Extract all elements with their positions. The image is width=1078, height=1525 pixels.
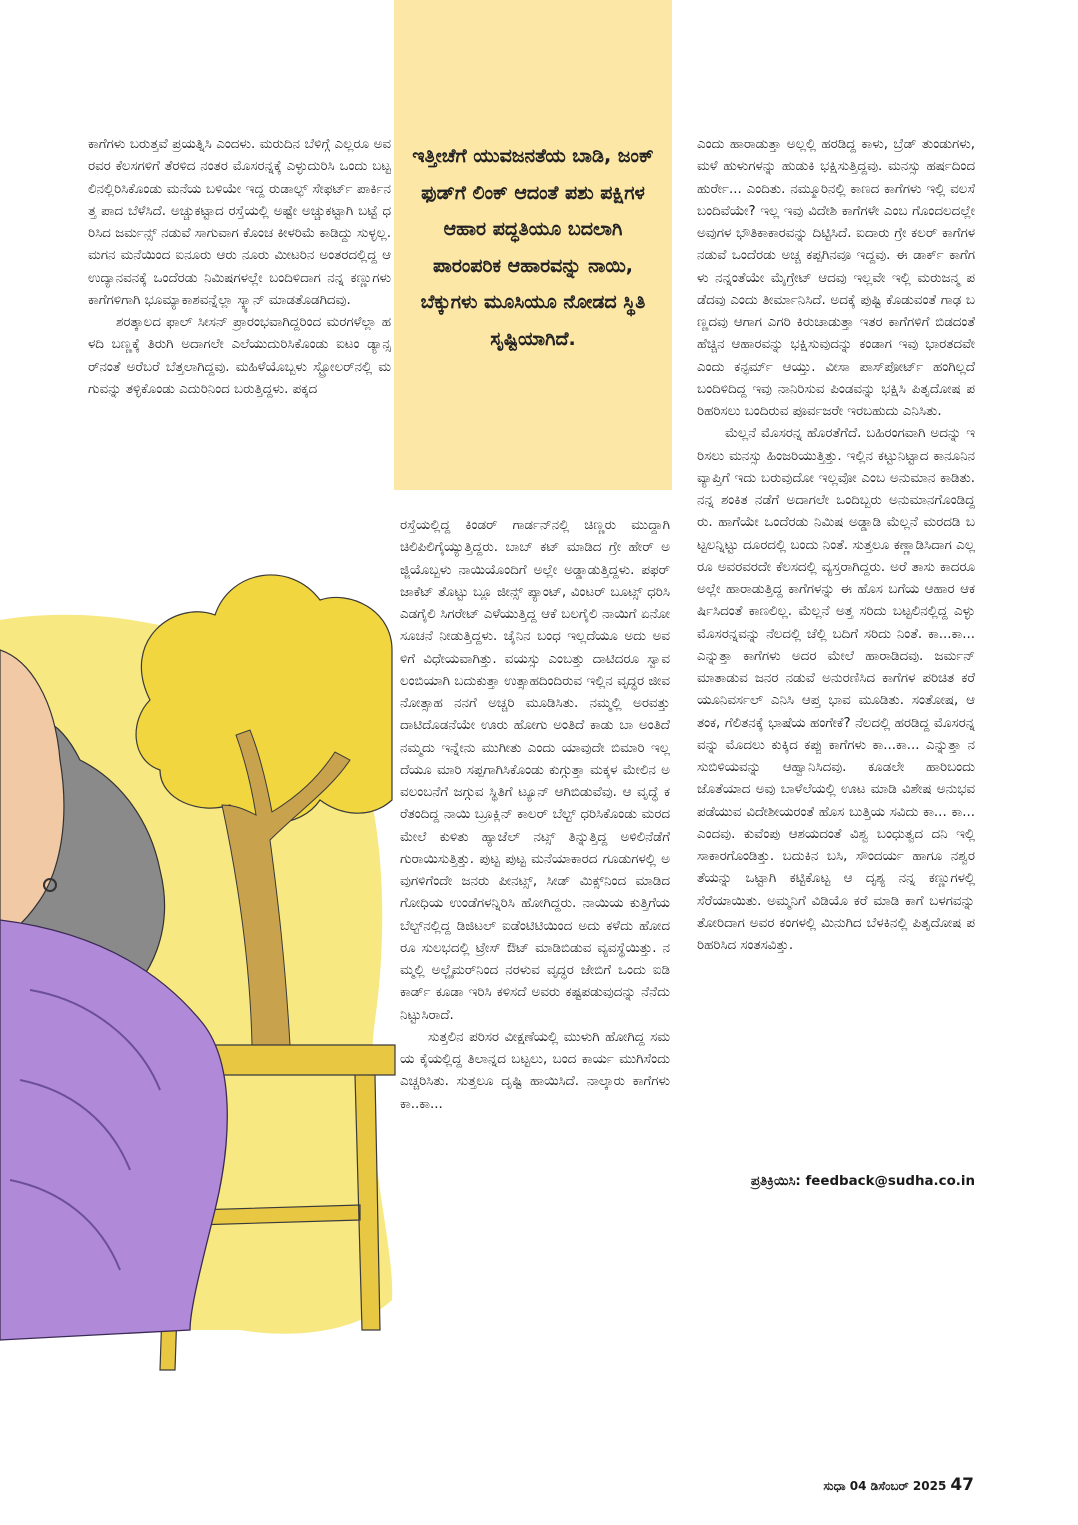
page-footer [760, 1474, 974, 1497]
feedback-label: ಪ್ರತಿಕ್ರಿಯಿಸಿ: [750, 1174, 801, 1189]
chair [160, 1045, 395, 1370]
tree-canopy [136, 575, 392, 823]
earring [44, 879, 56, 891]
paragraph: ಎಂದು ಹಾರಾಡುತ್ತಾ ಅಲ್ಲಲ್ಲಿ ಹರಡಿದ್ದ ಕಾಳು, ಬ್ರೆಡ್ ತುಂಡುಗಳು, ಮಳೆ ಹುಳುಗಳನ್ನು ಹುಡುಕಿ ಭಕ್ಷಿಸುತ್ತಿದ್ದವು. ಮನಸ್ಸು ಹರ್ಷದಿಂದ ಹುರ್ರೇ... ಎಂದಿತು. ನಮ್ಮೂರಿನಲ್ಲಿ ಕಾಣದ ಕಾಗೆಗಳು ಇಲ್ಲಿ ವಲಸೆ ಬಂದಿವೆಯೇ? ಇಲ್ಲ ಇವು ವಿದೇಶಿ ಕಾಗೆಗಳೇ ಎಂಬ ಗೊಂದಲದಲ್ಲೇ ಅವುಗಳ ಭೌತಿಕಾಕಾರವನ್ನು ದಿಟ್ಟಿಸಿದೆ. ಐದಾರು ಗ್ರೇ ಕಲರ್ ಕಾಗೆಗಳ ನಡುವೆ ಒಂದೆರಡು ಅಚ್ಚ ಕಪ್ಪಗಿನವೂ ಇದ್ದವು. ಈ ಡಾರ್ಕ್ ಕಾಗೆಗಳು ನನ್ನಂತೆಯೇ ಮೈಗ್ರೇಟ್ ಆದವು ಇಲ್ಲವೇ ಇಲ್ಲಿ ಮರುಜನ್ಮ ಪಡೆದವು ಎಂದು ತೀರ್ಮಾನಿಸಿದೆ. ಅದಕ್ಕೆ ಪುಷ್ಟಿ ಕೊಡುವಂತೆ ಗಾಢ ಬಣ್ಣದವು ಆಗಾಗ ಎಗರಿ ಕಿರುಚಾಡುತ್ತಾ ಇತರ ಕಾಗೆಗಳಿಗೆ ಬಿಡದಂತೆ ಹೆಚ್ಚಿನ ಆಹಾರವನ್ನು ಭಕ್ಷಿಸುವುದನ್ನು ಕಂಡಾಗ ಇವು ಭಾರತದವೇ ಎಂದು ಕನ್ಫರ್ಮ್ ಆಯ್ತು. ವೀಸಾ ಪಾಸ್‌ಪೋರ್ಟ್ ಹಂಗಿಲ್ಲದೆ ಬಂದಿಳಿದಿದ್ದ ಇವು ನಾನಿರಿಸುವ ಪಿಂಡವನ್ನು ಭಕ್ಷಿಸಿ ಪಿತೃದೋಷ ಪರಿಹರಿಸಲು ಬಂದಿರುವ ಪೂರ್ವಜರೇ ಇರಬಹುದು ಎನಿಸಿತು. [697, 137, 975, 419]
tree-trunk [222, 730, 350, 1045]
shawl-fold [10, 990, 160, 1270]
article-column-left [88, 134, 391, 586]
hair [0, 718, 164, 1010]
paragraph: ರಸ್ತೆಯಲ್ಲಿದ್ದ ಕಿಂಡರ್ ಗಾರ್ಡನ್‌ನಲ್ಲಿ ಚಿಣ್ಣರು ಮುದ್ದಾಗಿ ಚಿಲಿಪಿಲಿಗೈಯ್ಯುತ್ತಿದ್ದರು. ಬಾಬ್ ಕಟ್ ಮಾಡಿದ ಗ್ರೇ ಹೇರ್ ಅಜ್ಜಿಯೊಬ್ಬಳು ನಾಯಿಯೊಂದಿಗೆ ಅಲ್ಲೇ ಅಡ್ಡಾಡುತ್ತಿದ್ದಳು. ಪಫರ್ ಜಾಕೆಟ್ ತೊಟ್ಟು ಬ್ಲೂ ಜೀನ್ಸ್ ಪ್ಯಾಂಟ್, ವಿಂಟರ್ ಬೂಟ್ಸ್ ಧರಿಸಿ ಎಡಗೈಲಿ ಸಿಗರೇಟ್ ಎಳೆಯುತ್ತಿದ್ದ ಆಕೆ ಬಲಗೈಲಿ ನಾಯಿಗೆ ಏನೋ ಸೂಚನೆ ನೀಡುತ್ತಿದ್ದಳು. ಚೈನಿನ ಬಂಧ ಇಲ್ಲದೆಯೂ ಅದು ಅವಳಿಗೆ ವಿಧೇಯವಾಗಿತ್ತು. ವಯಸ್ಸು ಎಂಬತ್ತು ದಾಟಿದರೂ ಸ್ವಾವಲಂಬಿಯಾಗಿ ಬದುಕುತ್ತಾ ಉತ್ಸಾಹದಿಂದಿರುವ ಇಲ್ಲಿನ ವೃದ್ಧರ ಜೀವನೋತ್ಸಾಹ ನನಗೆ ಅಚ್ಚರಿ ಮೂಡಿಸಿತು. ನಮ್ಮಲ್ಲಿ ಅರವತ್ತು ದಾಟಿದೊಡನೆಯೇ ಊರು ಹೋಗು ಅಂತಿದೆ ಕಾಡು ಬಾ ಅಂತಿದೆ ನಮ್ಮದು ಇನ್ನೇನು ಮುಗೀತು ಎಂದು ಯಾವುದೇ ಬಿಮಾರಿ ಇಲ್ಲದೆಯೂ ಮಾರಿ ಸಪ್ಪಗಾಗಿಸಿಕೊಂಡು ಕುಗ್ಗುತ್ತಾ ಮಕ್ಕಳ ಮೇಲಿನ ಅವಲಂಬನೆಗೆ ಜಗ್ಗುವ ಸ್ಥಿತಿಗೆ ಟ್ಯೂನ್ ಆಗಿಬಿಡುವೆವು. ಆ ವೃದ್ಧೆ ಕರೆತಂದಿದ್ದ ನಾಯಿ ಬ್ರೂಕ್ಲಿನ್ ಕಾಲರ್ ಬೆಲ್ಟ್ ಧರಿಸಿಕೊಂಡು ಮರದ ಮೇಲೆ ಕುಳಿತು ಹ್ಯಾಜೆಲ್ ನಟ್ಸ್ ತಿನ್ನುತ್ತಿದ್ದ ಅಳಿಲಿನೆಡೆಗೆ ಗುರಾಯಿಸುತ್ತಿತ್ತು. ಪುಟ್ಟ ಪುಟ್ಟ ಮನೆಯಾಕಾರದ ಗೂಡುಗಳಲ್ಲಿ ಅವುಗಳಿಗೆಂದೇ ಜನರು ಪೀನಟ್ಸ್, ಸೀಡ್ ಮಿಕ್ಸ್‌ನಿಂದ ಮಾಡಿದ ಗೋಧಿಯ ಉಂಡೆಗಳನ್ನಿರಿಸಿ ಹೋಗಿದ್ದರು. ನಾಯಿಯ ಕುತ್ತಿಗೆಯ ಬೆಲ್ಟ್‌ನಲ್ಲಿದ್ದ ಡಿಜಿಟಲ್ ಐಡೆಂಟಿಟಿಯಿಂದ ಅದು ಕಳೆದು ಹೋದರೂ ಸುಲಭದಲ್ಲಿ ಟ್ರೇಸ್ ಔಟ್ ಮಾಡಿಬಿಡುವ ವ್ಯವಸ್ಥೆಯಿತ್ತು. ನಮ್ಮಲ್ಲಿ ಅಲ್ಜೈಮರ್‌ನಿಂದ ನರಳುವ ವೃದ್ಧರ ಜೇಬಿಗೆ ಒಂದು ಐಡಿ ಕಾರ್ಡ್ ಕೂಡಾ ಇರಿಸಿ ಕಳಿಸದೆ ಅವರು ಕಷ್ಟಪಡುವುದನ್ನು ನೆನೆದು ನಿಟ್ಟುಸಿರಾದೆ. [400, 518, 670, 1023]
paragraph: ಶರತ್ಕಾಲದ ಫಾಲ್ ಸೀಸನ್ ಪ್ರಾರಂಭವಾಗಿದ್ದರಿಂದ ಮರಗಳೆಲ್ಲಾ ಹಳದಿ ಬಣ್ಣಕ್ಕೆ ತಿರುಗಿ ಅದಾಗಲೇ ಎಲೆಯುದುರಿಸಿಕೊಂಡು ಐಟಂ ಡ್ಯಾನ್ಸರ್‌ನಂತೆ ಅರೆಬರೆ ಬೆತ್ತಲಾಗಿದ್ದವು. ಮಹಿಳೆಯೊಬ್ಬಳು ಸ್ಟ್ರೋಲರ್‌ನಲ್ಲಿ ಮಗುವನ್ನು ತಳ್ಳಿಕೊಂಡು ಎದುರಿನಿಂದ ಬರುತ್ತಿದ್ದಳು. ಪಕ್ಕದ [88, 315, 391, 397]
article-column-middle [400, 515, 670, 1400]
paragraph: ಸುತ್ತಲಿನ ಪರಿಸರ ವೀಕ್ಷಣೆಯಲ್ಲಿ ಮುಳುಗಿ ಹೋಗಿದ್ದ ಸಮಯ ಕೈಯಲ್ಲಿದ್ದ ತಿಲಾನ್ನದ ಬಟ್ಟಲು, ಬಂದ ಕಾರ್ಯ ಮುಗಿಸೆಂದು ಎಚ್ಚರಿಸಿತು. ಸುತ್ತಲೂ ದೃಷ್ಟಿ ಹಾಯಿಸಿದೆ. ನಾಲ್ಕಾರು ಕಾಗೆಗಳು ಕಾ..ಕಾ... [400, 1029, 670, 1112]
pull-quote-box [394, 0, 672, 490]
feedback-line [697, 1171, 975, 1193]
article-column-right [697, 134, 975, 1174]
feedback-email-link[interactable]: feedback@sudha.co.in [805, 1174, 975, 1189]
face [0, 650, 64, 940]
yellow-glow-shape [0, 615, 392, 1334]
purple-shawl [0, 920, 227, 1340]
paragraph: ಮೆಲ್ಲನೆ ಮೊಸರನ್ನ ಹೊರತೆಗೆದೆ. ಬಹಿರಂಗವಾಗಿ ಅದನ್ನು ಇರಿಸಲು ಮನಸ್ಸು ಹಿಂಜರಿಯುತ್ತಿತ್ತು. ಇಲ್ಲಿನ ಕಟ್ಟುನಿಟ್ಟಾದ ಕಾನೂನಿನ ವ್ಯಾಪ್ತಿಗೆ ಇದು ಬರುವುದೋ ಇಲ್ಲವೋ ಎಂಬ ಅನುಮಾನ ಕಾಡಿತು. ನನ್ನ ಶಂಕಿತ ನಡೆಗೆ ಅದಾಗಲೇ ಒಂದಿಬ್ಬರು ಅನುಮಾನಗೊಂಡಿದ್ದರು. ಹಾಗೆಯೇ ಒಂದೆರಡು ನಿಮಿಷ ಅಡ್ಡಾಡಿ ಮೆಲ್ಲನೆ ಮರದಡಿ ಬಟ್ಟಲನ್ನಿಟ್ಟು ದೂರದಲ್ಲಿ ಬಂದು ನಿಂತೆ. ಸುತ್ತಲೂ ಕಣ್ಣಾಡಿಸಿದಾಗ ಎಲ್ಲರೂ ಅವರವರದೇ ಕೆಲಸದಲ್ಲಿ ವ್ಯಸ್ತರಾಗಿದ್ದರು. ಅರೆ ತಾಸು ಕಾದರೂ ಅಲ್ಲೇ ಹಾರಾಡುತ್ತಿದ್ದ ಕಾಗೆಗಳನ್ನು ಈ ಹೊಸ ಬಗೆಯ ಆಹಾರ ಆಕರ್ಷಿಸಿದಂತೆ ಕಾಣಲಿಲ್ಲ. ಮೆಲ್ಲನೆ ಅತ್ತ ಸರಿದು ಬಟ್ಟಲಿನಲ್ಲಿದ್ದ ಎಳ್ಳು ಮೊಸರನ್ನವನ್ನು ನೆಲದಲ್ಲಿ ಚೆಲ್ಲಿ ಬದಿಗೆ ಸರಿದು ನಿಂತೆ. ಕಾ...ಕಾ... ಎನ್ನುತ್ತಾ ಕಾಗೆಗಳು ಅದರ ಮೇಲೆ ಹಾರಾಡಿದವು. ಜರ್ಮನ್ ಮಾತಾಡುವ ಜನರ ನಡುವೆ ಅನುರಣಿಸಿದ ಕಾಗೆಗಳ ಪರಿಚಿತ ಕರೆ ಯೂನಿವರ್ಸಲ್ ಎನಿಸಿ ಆಪ್ತ ಭಾವ ಮೂಡಿತು. ಸಂತೋಷ, ಆತಂಕ, ಗೆಲಿತನಕ್ಕೆ ಭಾಷೆಯ ಹಂಗೇಕೆ? ನೆಲದಲ್ಲಿ ಹರಡಿದ್ದ ಮೊಸರನ್ನವನ್ನು ಮೊದಲು ಕುಕ್ಕಿದ ಕಪ್ಪು ಕಾಗೆಗಳು ಕಾ...ಕಾ... ಎನ್ನುತ್ತಾ ನಸುಬಿಳಿಯವನ್ನು ಆಹ್ವಾನಿಸಿದವು. ಕೂಡಲೇ ಹಾರಿಬಂದು ಜೊತೆಯಾದ ಅವು ಬಾಳೆಲೆಯಲ್ಲಿ ಊಟ ಮಾಡಿ ವಿಶೇಷ ಅನುಭವ ಪಡೆಯುವ ವಿದೇಶೀಯರಂತೆ ಹೊಸ ಬುತ್ತಿಯ ಸವಿದು ಕಾ... ಕಾ... ಎಂದವು. ಕುವೆಂಪು ಆಶಯದಂತೆ ವಿಶ್ವ ಬಂಧುತ್ವದ ದನಿ ಇಲ್ಲಿ ಸಾಕಾರಗೊಂಡಿತ್ತು. ಬದುಕಿನ ಬಸಿ, ಸೌಂದರ್ಯ ಹಾಗೂ ನಶ್ವರತೆಯನ್ನು ಒಟ್ಟಾಗಿ ಕಟ್ಟಿಕೊಟ್ಟ ಆ ದೃಶ್ಯ ನನ್ನ ಕಣ್ಣುಗಳಲ್ಲಿ ಸೆರೆಯಾಯಿತು. ಅಮ್ಮನಿಗೆ ವಿಡಿಯೊ ಕರೆ ಮಾಡಿ ಕಾಗೆ ಬಳಗವನ್ನು ತೋರಿದಾಗ ಅವರ ಕಂಗಳಲ್ಲಿ ಮಿನುಗಿದ ಬೆಳಕಿನಲ್ಲಿ ಪಿತೃದೋಷ ಪರಿಹರಿಸಿದ ಸಂತಸವಿತ್ತು. [697, 426, 975, 953]
issue-info: ಸುಧಾ 04 ಡಿಸೆಂಬರ್ 2025 [823, 1479, 947, 1493]
page-number: 47 [950, 1475, 974, 1495]
pull-quote-text: ಇತ್ತೀಚೆಗೆ ಯುವಜನತೆಯ ಬಾಡಿ, ಜಂಕ್ ಫುಡ್‌ಗೆ ಲಿಂಕ್ ಆದಂತೆ ಪಶು ಪಕ್ಷಿಗಳ ಆಹಾರ ಪದ್ಧತಿಯೂ ಬದಲಾಗಿ ಪಾರಂಪರಿಕ ಆಹಾರವನ್ನು ನಾಯಿ, ಬೆಕ್ಕುಗಳು ಮೂಸಿಯೂ ನೋಡದ ಸ್ಥಿತಿ ಸೃಷ್ಟಿಯಾಗಿದೆ. [412, 145, 654, 350]
paragraph: ಕಾಗೆಗಳು ಬರುತ್ತವೆ ಪ್ರಯತ್ನಿಸಿ ಎಂದಳು. ಮರುದಿನ ಬೆಳಿಗ್ಗೆ ಎಲ್ಲರೂ ಅವರವರ ಕೆಲಸಗಳಿಗೆ ತೆರಳಿದ ನಂತರ ಮೊಸರನ್ನಕ್ಕೆ ಎಳ್ಳುದುರಿಸಿ ಒಂದು ಬಟ್ಟಲಿನಲ್ಲಿರಿಸಿಕೊಂಡು ಮನೆಯ ಬಳಿಯೇ ಇದ್ದ ರುಡಾಲ್ಫ್ ಸೇಫರ್ಟ್ ಪಾರ್ಕಿನತ್ತ ಪಾದ ಬೆಳೆಸಿದೆ. ಅಚ್ಚುಕಟ್ಟಾದ ರಸ್ತೆಯಲ್ಲಿ ಅಷ್ಟೇ ಅಚ್ಚುಕಟ್ಟಾಗಿ ಬಟ್ಟೆ ಧರಿಸಿದ ಜರ್ಮನ್ಸ್ ನಡುವೆ ಸಾಗುವಾಗ ಕೊಂಚ ಕೀಳರಿಮೆ ಕಾಡಿದ್ದು ಸುಳ್ಳಲ್ಲ. ಮಗನ ಮನೆಯಿಂದ ಐನೂರು ಆರು ನೂರು ಮೀಟರಿನ ಅಂತರದಲ್ಲಿದ್ದ ಆ ಉದ್ಯಾನವನಕ್ಕೆ ಒಂದೆರಡು ನಿಮಿಷಗಳಲ್ಲೇ ಬಂದಿಳಿದಾಗ ನನ್ನ ಕಣ್ಣುಗಳು ಕಾಗೆಗಳಿಗಾಗಿ ಭೂಮ್ಯಾಕಾಶವನ್ನೆಲ್ಲಾ ಸ್ಕ್ಯಾನ್ ಮಾಡತೊಡಗಿದವು. [88, 137, 391, 308]
